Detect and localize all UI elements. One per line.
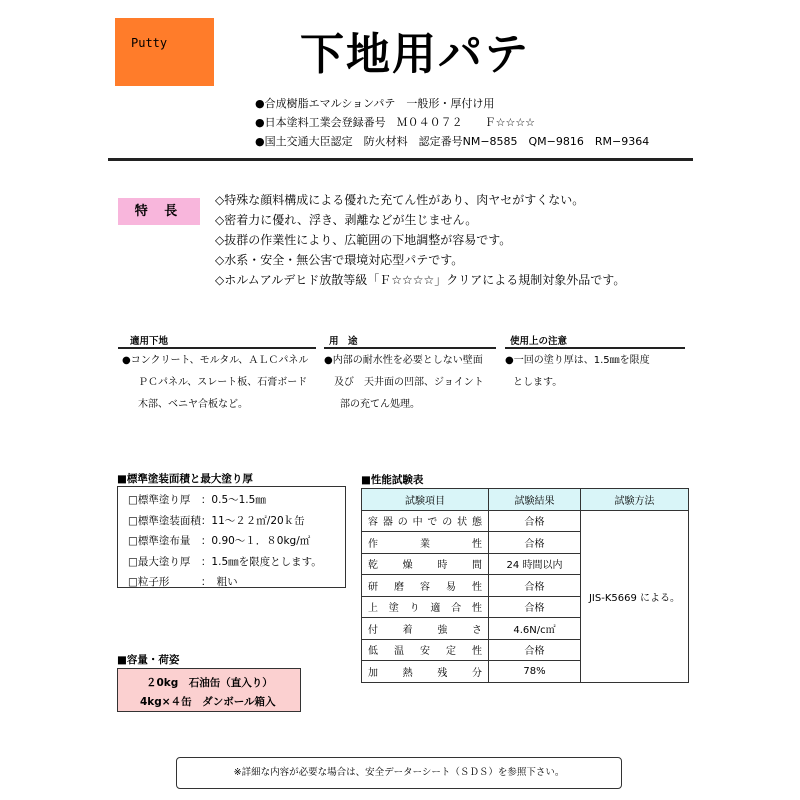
test-item: 低温安定性: [362, 639, 489, 661]
spec-line: ●合成樹脂エマルションパテ 一般形・厚付け用: [255, 97, 495, 110]
spec-line: ●国土交通大臣認定 防火材料 認定番号NM−8585 QM−9816 RM−9364: [255, 135, 650, 148]
feature-item: ◇抜群の作業性により、広範囲の下地調整が容易です。: [215, 233, 512, 247]
usage-divider: [324, 347, 496, 349]
coverage-item: □標準塗装面積：11〜２２㎡/20ｋ缶: [128, 514, 305, 527]
footer-note: ※詳細な内容が必要な場合は、安全データーシート（ＳＤＳ）を参照下さい。: [176, 757, 622, 789]
product-badge: [115, 18, 214, 86]
caution-line: ●一回の塗り厚は、1.5㎜を限度: [505, 355, 650, 366]
test-item: 容器の中での状態: [362, 510, 489, 532]
test-result: 合格: [489, 596, 581, 618]
packaging-line: ２0kg 石油缶（直入り）: [146, 677, 273, 689]
feature-item: ◇密着力に優れ、浮き、剥離などが生じません。: [215, 213, 478, 227]
table-row: [362, 510, 689, 532]
test-item: 作業性: [362, 532, 489, 554]
usage-line: ●内部の耐水性を必要としない壁面: [324, 355, 483, 366]
usage-line: 及び 天井面の凹部、ジョイント: [334, 377, 484, 388]
coverage-heading: ■標準塗装面積と最大塗り厚: [117, 473, 253, 485]
header-divider: [108, 158, 693, 161]
test-result: 合格: [489, 575, 581, 597]
features-label: 特 長: [118, 198, 200, 225]
usage-heading: 用 途: [329, 336, 358, 347]
coverage-item: □標準塗布量 ：0.90〜１．８0kg/㎡: [128, 535, 311, 547]
test-item: 加熱残分: [362, 661, 489, 683]
packaging-line: 4kg×４缶 ダンボール箱入: [140, 696, 276, 708]
page-title: 下地用パテ: [300, 29, 530, 80]
usage-line: 部の充てん処理。: [340, 399, 420, 410]
substrate-divider: [118, 347, 316, 349]
packaging-heading: ■容量・荷姿: [117, 654, 180, 666]
test-item: 研磨容易性: [362, 575, 489, 597]
product-badge-label: Putty: [131, 36, 168, 50]
test-result: 合格: [489, 639, 581, 661]
column-header-method: 試験方法: [581, 489, 689, 511]
substrate-line: ＰＣパネル、スレート板、石膏ボード: [138, 377, 308, 388]
caution-divider: [505, 347, 685, 349]
spec-line: ●日本塗料工業会登録番号 Ｍ０４０７２ Ｆ☆☆☆☆: [255, 116, 536, 129]
test-result: 合格: [489, 532, 581, 554]
test-result: 合格: [489, 510, 581, 532]
column-header-item: 試験項目: [362, 489, 489, 511]
caution-heading: 使用上の注意: [510, 336, 568, 347]
feature-item: ◇特殊な顔料構成による優れた充てん性があり、肉ヤセがすくない。: [215, 193, 585, 207]
feature-item: ◇ホルムアルデヒド放散等級「Ｆ☆☆☆☆」クリアによる規制対象外品です。: [215, 273, 626, 287]
substrate-line: ●コンクリート、モルタル、ＡＬＣパネル: [122, 355, 309, 366]
performance-table: [361, 488, 689, 683]
test-method: JIS-K5669 による。: [581, 510, 689, 682]
coverage-item: □最大塗り厚 ：1.5㎜を限度とします。: [128, 555, 322, 568]
test-result: 4.6N/c㎡: [489, 618, 581, 640]
packaging-box: [117, 668, 301, 712]
coverage-item: □粒子形 ： 粗い: [128, 576, 238, 588]
performance-heading: ■性能試験表: [361, 474, 424, 486]
test-item: 上塗り適合性: [362, 596, 489, 618]
coverage-box: [117, 486, 346, 588]
column-header-result: 試験結果: [489, 489, 581, 511]
test-result: 24 時間以内: [489, 553, 581, 575]
substrate-line: 木部、ベニヤ合板など。: [138, 399, 248, 410]
caution-line: とします。: [513, 377, 563, 388]
test-result: 78%: [489, 661, 581, 683]
test-item: 乾燥時間: [362, 553, 489, 575]
table-header-row: [362, 489, 689, 511]
feature-item: ◇水系・安全・無公害で環境対応型パテです。: [215, 253, 464, 267]
coverage-item: □標準塗り厚 ：0.5〜1.5㎜: [128, 494, 266, 506]
substrate-heading: 適用下地: [130, 336, 169, 347]
test-item: 付着強さ: [362, 618, 489, 640]
